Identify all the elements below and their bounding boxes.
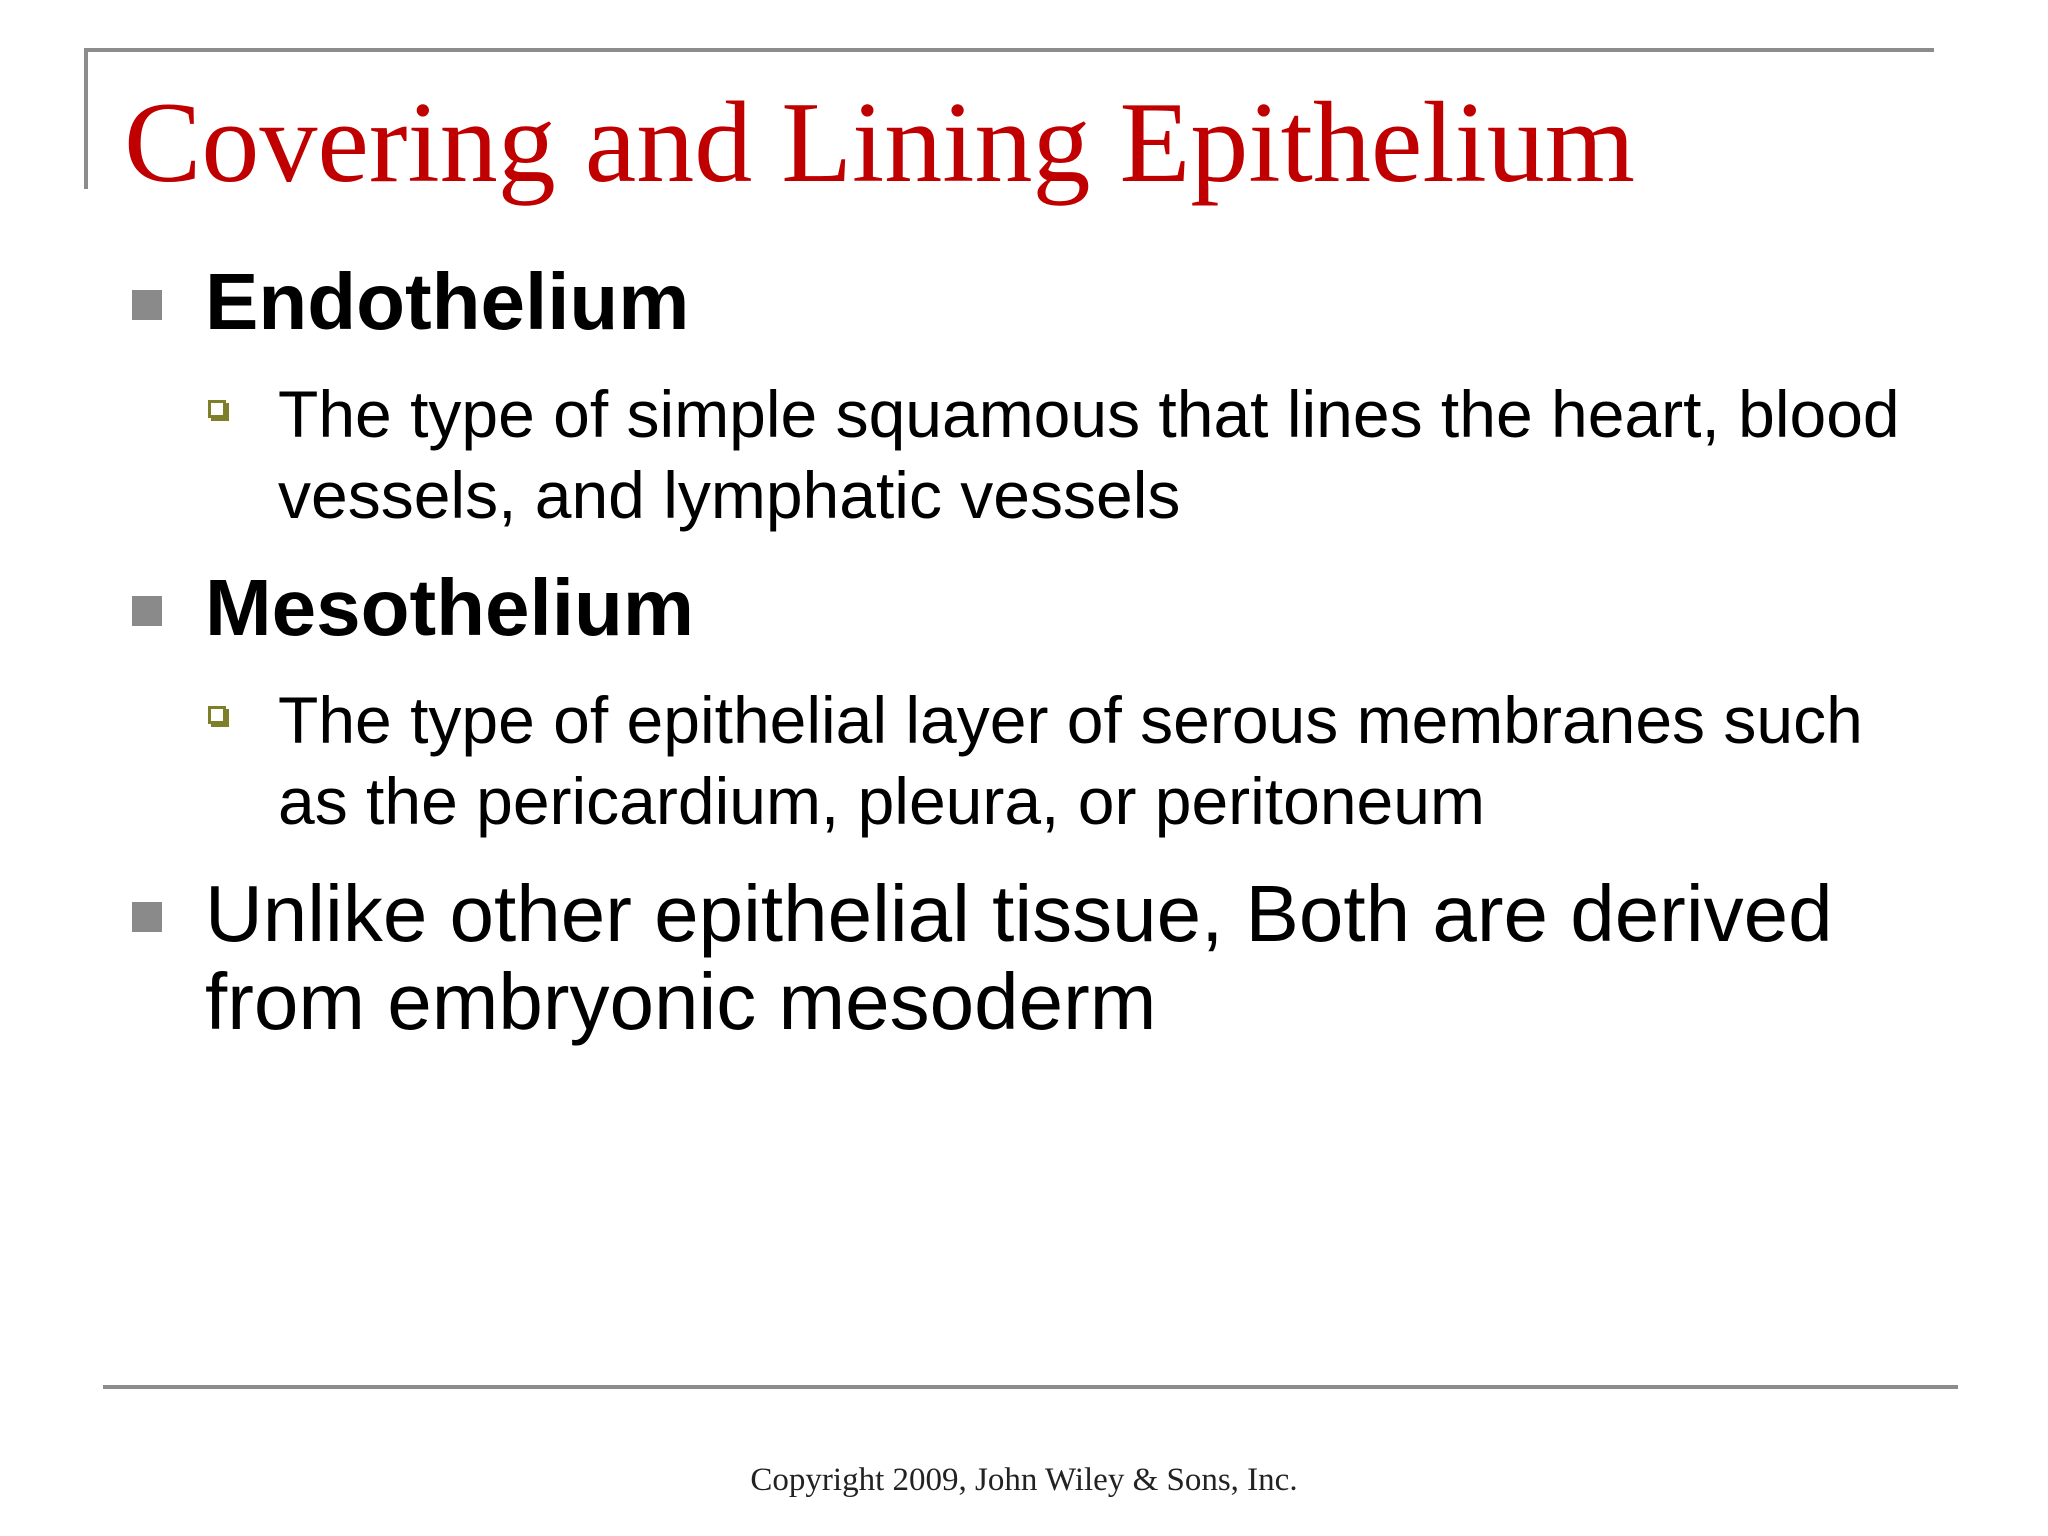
bullet-mesothelium: [130, 564, 1930, 652]
title-frame-left-rule: [84, 48, 88, 189]
subbullet-text: The type of simple squamous that lines the heart, blood vessels, and lymphatic vessels: [278, 377, 1900, 532]
footer-rule: [103, 1385, 1958, 1389]
bullet-endothelium: [130, 258, 1930, 346]
filled-square-bullet-icon: [132, 596, 162, 626]
bullet-text: Mesothelium: [205, 563, 694, 652]
subbullet-endothelium-definition: [205, 374, 1930, 536]
bullet-mesoderm-origin: [130, 870, 1930, 1046]
slide-title: Covering and Lining Epithelium: [124, 79, 1636, 207]
subbullet-mesothelium-definition: [205, 680, 1930, 842]
copyright-footer: Copyright 2009, John Wiley & Sons, Inc.: [750, 1462, 1298, 1498]
outlined-square-bullet-icon: [208, 706, 226, 724]
slide-body: [130, 258, 1930, 1046]
title-frame-top-rule: [84, 48, 1934, 52]
subbullet-text: The type of epithelial layer of serous membranes such as the pericardium, pleura, or peritoneum: [278, 683, 1863, 838]
bullet-text: Endothelium: [205, 257, 690, 346]
filled-square-bullet-icon: [132, 290, 162, 320]
outlined-square-bullet-icon: [208, 400, 226, 418]
filled-square-bullet-icon: [132, 902, 162, 932]
bullet-text: Unlike other epithelial tissue, Both are derived from embryonic mesoderm: [205, 869, 1833, 1046]
